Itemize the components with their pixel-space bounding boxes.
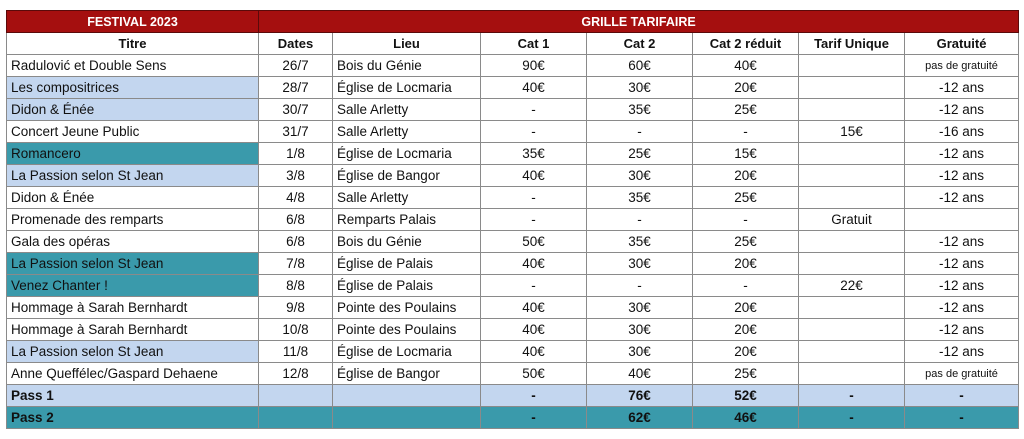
cell-cat2[interactable]: 60€: [587, 55, 693, 77]
cell-date[interactable]: 7/8: [259, 253, 333, 275]
cell-cat1[interactable]: 40€: [481, 77, 587, 99]
cell-cat2[interactable]: -: [587, 275, 693, 297]
cell-cat1[interactable]: -: [481, 209, 587, 231]
cell-titre[interactable]: Didon & Énée: [7, 99, 259, 121]
cell-cat2-reduit[interactable]: 52€: [693, 385, 799, 407]
cell-cat2[interactable]: 35€: [587, 99, 693, 121]
cell-cat1[interactable]: 40€: [481, 297, 587, 319]
cell-tarif-unique[interactable]: [799, 231, 905, 253]
cell-cat2-reduit[interactable]: -: [693, 209, 799, 231]
cell-date[interactable]: [259, 385, 333, 407]
cell-cat2-reduit[interactable]: -: [693, 275, 799, 297]
cell-cat1[interactable]: 35€: [481, 143, 587, 165]
cell-titre[interactable]: Gala des opéras: [7, 231, 259, 253]
cell-cat2[interactable]: 30€: [587, 297, 693, 319]
cell-titre[interactable]: La Passion selon St Jean: [7, 341, 259, 363]
cell-cat2-reduit[interactable]: 20€: [693, 297, 799, 319]
cell-lieu[interactable]: Remparts Palais: [333, 209, 481, 231]
cell-lieu[interactable]: Bois du Génie: [333, 55, 481, 77]
cell-cat2[interactable]: 30€: [587, 341, 693, 363]
cell-cat2[interactable]: 25€: [587, 143, 693, 165]
cell-gratuite[interactable]: -12 ans: [905, 165, 1019, 187]
cell-lieu[interactable]: Église de Locmaria: [333, 341, 481, 363]
cell-cat2-reduit[interactable]: 20€: [693, 165, 799, 187]
cell-cat2[interactable]: 30€: [587, 165, 693, 187]
cell-tarif-unique[interactable]: [799, 297, 905, 319]
cell-date[interactable]: 8/8: [259, 275, 333, 297]
cell-tarif-unique[interactable]: [799, 77, 905, 99]
cell-lieu[interactable]: Salle Arletty: [333, 187, 481, 209]
table-row: [7, 55, 1019, 77]
cell-cat2-reduit[interactable]: 20€: [693, 77, 799, 99]
cell-gratuite[interactable]: -12 ans: [905, 341, 1019, 363]
grille-title[interactable]: GRILLE TARIFAIRE: [259, 11, 1019, 33]
cell-cat2-reduit[interactable]: 25€: [693, 363, 799, 385]
table-row: [7, 99, 1019, 121]
cell-cat1[interactable]: 40€: [481, 253, 587, 275]
cell-gratuite[interactable]: -12 ans: [905, 187, 1019, 209]
cell-lieu[interactable]: Pointe des Poulains: [333, 319, 481, 341]
cell-titre[interactable]: Didon & Énée: [7, 187, 259, 209]
event-rows: [7, 55, 1019, 385]
cell-cat2[interactable]: 76€: [587, 385, 693, 407]
table-row: [7, 165, 1019, 187]
table-row: [7, 275, 1019, 297]
cell-pass-name[interactable]: Pass 2: [7, 407, 259, 429]
cell-gratuite[interactable]: -12 ans: [905, 275, 1019, 297]
festival-title[interactable]: FESTIVAL 2023: [7, 11, 259, 33]
cell-titre[interactable]: La Passion selon St Jean: [7, 165, 259, 187]
cell-lieu[interactable]: Église de Bangor: [333, 363, 481, 385]
cell-gratuite[interactable]: -12 ans: [905, 99, 1019, 121]
table-row: [7, 341, 1019, 363]
cell-lieu[interactable]: Église de Locmaria: [333, 77, 481, 99]
col-cat1-header[interactable]: Cat 1: [481, 33, 587, 55]
cell-date[interactable]: 9/8: [259, 297, 333, 319]
cell-lieu[interactable]: Église de Bangor: [333, 165, 481, 187]
table-row: [7, 319, 1019, 341]
cell-tarif-unique[interactable]: [799, 143, 905, 165]
cell-lieu[interactable]: Salle Arletty: [333, 121, 481, 143]
cell-cat2-reduit[interactable]: 40€: [693, 55, 799, 77]
cell-gratuite[interactable]: pas de gratuité: [905, 363, 1019, 385]
cell-gratuite[interactable]: -: [905, 385, 1019, 407]
cell-tarif-unique[interactable]: [799, 99, 905, 121]
cell-tarif-unique[interactable]: -: [799, 407, 905, 429]
table-row: [7, 297, 1019, 319]
cell-cat2-reduit[interactable]: 46€: [693, 407, 799, 429]
cell-cat2-reduit[interactable]: -: [693, 121, 799, 143]
cell-cat2[interactable]: -: [587, 121, 693, 143]
cell-tarif-unique[interactable]: Gratuit: [799, 209, 905, 231]
cell-date[interactable]: 10/8: [259, 319, 333, 341]
cell-titre[interactable]: Concert Jeune Public: [7, 121, 259, 143]
cell-lieu[interactable]: [333, 407, 481, 429]
cell-cat2-reduit[interactable]: 25€: [693, 231, 799, 253]
cell-cat2[interactable]: 30€: [587, 319, 693, 341]
cell-gratuite[interactable]: -: [905, 407, 1019, 429]
cell-tarif-unique[interactable]: [799, 55, 905, 77]
cell-gratuite[interactable]: -12 ans: [905, 143, 1019, 165]
cell-date[interactable]: 28/7: [259, 77, 333, 99]
cell-cat2-reduit[interactable]: 20€: [693, 319, 799, 341]
table-row: [7, 121, 1019, 143]
cell-cat2-reduit[interactable]: 25€: [693, 187, 799, 209]
cell-date[interactable]: 6/8: [259, 231, 333, 253]
cell-titre[interactable]: Venez Chanter !: [7, 275, 259, 297]
banner-row: [7, 11, 1019, 33]
col-dates-header[interactable]: Dates: [259, 33, 333, 55]
festival-price-sheet: [6, 10, 1018, 429]
cell-tarif-unique[interactable]: [799, 363, 905, 385]
cell-titre[interactable]: Anne Queffélec/Gaspard Dehaene: [7, 363, 259, 385]
cell-titre[interactable]: La Passion selon St Jean: [7, 253, 259, 275]
cell-tarif-unique[interactable]: -: [799, 385, 905, 407]
cell-tarif-unique[interactable]: [799, 165, 905, 187]
pass-row: [7, 407, 1019, 429]
cell-cat1[interactable]: -: [481, 407, 587, 429]
cell-lieu[interactable]: Église de Palais: [333, 253, 481, 275]
cell-cat1[interactable]: 50€: [481, 231, 587, 253]
table-row: [7, 77, 1019, 99]
cell-cat2[interactable]: 35€: [587, 231, 693, 253]
col-tarif-unique-header[interactable]: Tarif Unique: [799, 33, 905, 55]
cell-cat1[interactable]: 90€: [481, 55, 587, 77]
cell-tarif-unique[interactable]: [799, 253, 905, 275]
cell-gratuite[interactable]: -16 ans: [905, 121, 1019, 143]
cell-date[interactable]: 12/8: [259, 363, 333, 385]
col-gratuite-header[interactable]: Gratuité: [905, 33, 1019, 55]
cell-tarif-unique[interactable]: 15€: [799, 121, 905, 143]
cell-date[interactable]: 31/7: [259, 121, 333, 143]
cell-gratuite[interactable]: pas de gratuité: [905, 55, 1019, 77]
cell-date[interactable]: 1/8: [259, 143, 333, 165]
cell-gratuite[interactable]: -12 ans: [905, 77, 1019, 99]
table-row: [7, 143, 1019, 165]
cell-gratuite[interactable]: -12 ans: [905, 253, 1019, 275]
column-header-row: [7, 33, 1019, 55]
cell-tarif-unique[interactable]: [799, 341, 905, 363]
cell-cat2[interactable]: 40€: [587, 363, 693, 385]
cell-cat1[interactable]: 40€: [481, 341, 587, 363]
cell-lieu[interactable]: Bois du Génie: [333, 231, 481, 253]
cell-date[interactable]: 26/7: [259, 55, 333, 77]
table-row: [7, 187, 1019, 209]
cell-gratuite[interactable]: -12 ans: [905, 319, 1019, 341]
cell-cat1[interactable]: -: [481, 99, 587, 121]
cell-cat2[interactable]: 30€: [587, 253, 693, 275]
cell-tarif-unique[interactable]: 22€: [799, 275, 905, 297]
cell-gratuite[interactable]: -12 ans: [905, 231, 1019, 253]
cell-titre[interactable]: Hommage à Sarah Bernhardt: [7, 319, 259, 341]
cell-lieu[interactable]: Salle Arletty: [333, 99, 481, 121]
price-grid-table: [6, 10, 1019, 429]
cell-cat2[interactable]: 30€: [587, 77, 693, 99]
cell-date[interactable]: 4/8: [259, 187, 333, 209]
cell-lieu[interactable]: Église de Locmaria: [333, 143, 481, 165]
cell-gratuite[interactable]: -12 ans: [905, 297, 1019, 319]
cell-gratuite[interactable]: [905, 209, 1019, 231]
cell-date[interactable]: [259, 407, 333, 429]
cell-titre[interactable]: Romancero: [7, 143, 259, 165]
table-row: [7, 363, 1019, 385]
cell-cat2[interactable]: -: [587, 209, 693, 231]
cell-titre[interactable]: Radulović et Double Sens: [7, 55, 259, 77]
cell-cat2[interactable]: 62€: [587, 407, 693, 429]
cell-cat1[interactable]: 40€: [481, 165, 587, 187]
cell-cat1[interactable]: -: [481, 187, 587, 209]
cell-tarif-unique[interactable]: [799, 319, 905, 341]
cell-cat1[interactable]: 40€: [481, 319, 587, 341]
cell-titre[interactable]: Hommage à Sarah Bernhardt: [7, 297, 259, 319]
cell-cat1[interactable]: -: [481, 275, 587, 297]
cell-pass-name[interactable]: Pass 1: [7, 385, 259, 407]
cell-cat2[interactable]: 35€: [587, 187, 693, 209]
cell-cat1[interactable]: 50€: [481, 363, 587, 385]
pass-rows: [7, 385, 1019, 429]
col-cat2-reduit-header[interactable]: Cat 2 réduit: [693, 33, 799, 55]
cell-lieu[interactable]: [333, 385, 481, 407]
cell-date[interactable]: 6/8: [259, 209, 333, 231]
cell-titre[interactable]: Les compositrices: [7, 77, 259, 99]
cell-date[interactable]: 30/7: [259, 99, 333, 121]
cell-tarif-unique[interactable]: [799, 187, 905, 209]
cell-cat2-reduit[interactable]: 20€: [693, 253, 799, 275]
cell-date[interactable]: 3/8: [259, 165, 333, 187]
cell-cat2-reduit[interactable]: 25€: [693, 99, 799, 121]
cell-cat1[interactable]: -: [481, 121, 587, 143]
col-lieu-header[interactable]: Lieu: [333, 33, 481, 55]
table-row: [7, 231, 1019, 253]
cell-cat1[interactable]: -: [481, 385, 587, 407]
table-row: [7, 209, 1019, 231]
cell-lieu[interactable]: Pointe des Poulains: [333, 297, 481, 319]
cell-cat2-reduit[interactable]: 20€: [693, 341, 799, 363]
col-cat2-header[interactable]: Cat 2: [587, 33, 693, 55]
cell-titre[interactable]: Promenade des remparts: [7, 209, 259, 231]
cell-lieu[interactable]: Église de Palais: [333, 275, 481, 297]
col-titre-header[interactable]: Titre: [7, 33, 259, 55]
pass-row: [7, 385, 1019, 407]
cell-cat2-reduit[interactable]: 15€: [693, 143, 799, 165]
cell-date[interactable]: 11/8: [259, 341, 333, 363]
table-row: [7, 253, 1019, 275]
